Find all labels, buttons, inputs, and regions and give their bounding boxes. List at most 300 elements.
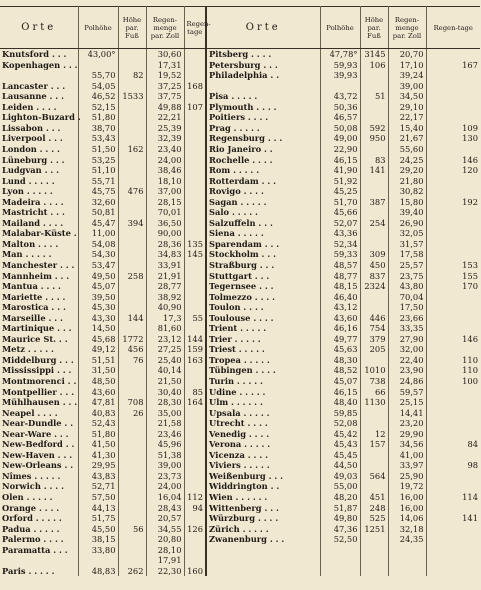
place-name-left: Palermo . . . . [0,534,78,545]
regentage-right [426,323,480,334]
hoehe-left [118,165,146,176]
regenmenge-left: 34,55 [146,524,184,535]
place-name-right [206,545,320,556]
regenmenge-right: 23,75 [388,270,426,281]
table-row [0,334,480,345]
regenmenge-right: 23,66 [388,313,426,324]
polhoehe-left: 57,50 [78,492,118,503]
header-orte-right: Orte [206,7,320,49]
hoehe-left: 258 [118,270,146,281]
table-row [0,344,480,355]
table-row [0,323,480,334]
regenmenge-right: 33,35 [388,323,426,334]
polhoehe-left: 45,30 [78,302,118,313]
hoehe-right: 564 [360,471,388,482]
hoehe-left [118,133,146,144]
table-row [0,207,480,218]
regenmenge-left: 17,91 [146,555,184,566]
regentage-right: 84 [467,439,478,450]
regenmenge-right: 25,15 [388,397,426,408]
regenmenge-right: 25,90 [388,471,426,482]
table-row [0,239,480,250]
place-name-right: Trier . . . . . [206,334,320,345]
place-name-right: Ulm . . . . . . [206,397,320,408]
regentage-left: 107 [184,102,206,113]
hoehe-right: 12 [360,429,388,440]
table-row [0,387,480,398]
place-name-right: Zürich . . . . . [206,524,320,535]
place-name-right: Rotterdam . . . [206,176,320,187]
regentage-right [426,418,480,429]
regentage-left [184,218,206,229]
polhoehe-right: 52,50 [320,534,360,545]
polhoehe-right: 48,57 [320,260,360,271]
table-row [0,408,480,419]
polhoehe-right: 52,08 [320,418,360,429]
regentage-right: 114 [462,492,478,503]
hoehe-right: 592 [360,123,388,134]
regenmenge-right: 34,56 [388,439,426,450]
polhoehe-right: 48,15 [320,281,360,292]
regentage-right [426,228,480,239]
place-name-left: Montmorenci . . [2,376,77,387]
place-name-left: Leiden . . . . [0,102,78,113]
place-name-right: Salo . . . . . [206,207,320,218]
regentage-right [426,397,480,408]
polhoehe-right: 52,07 [320,218,360,229]
regenmenge-right: 16,00 [388,492,426,503]
hoehe-right: 446 [360,313,388,324]
place-name-right: Weißenburg . . . [206,471,320,482]
regentage-right: 155 [462,270,478,281]
regenmenge-right: 39,40 [388,207,426,218]
place-name-left: Lausanne . . . [0,91,78,102]
hoehe-left [118,460,146,471]
place-name-right: Sparendam . . . [206,239,320,250]
place-name-left: Lighton-Buzard . [2,112,81,123]
polhoehe-left: 50,81 [78,207,118,218]
regentage-left [184,408,206,419]
place-name-right: Toulon . . . . [206,302,320,313]
regenmenge-left: 17,31 [146,60,184,71]
table-row [0,397,480,408]
hoehe-left [118,376,146,387]
regentage-left [184,60,206,71]
hoehe-left [118,365,146,376]
polhoehe-right: 59,85 [320,408,360,419]
polhoehe-left: 52,43 [78,418,118,429]
hoehe-right: 205 [360,344,388,355]
hoehe-right [360,545,388,556]
regenmenge-left: 51,38 [146,450,184,461]
table-row [0,302,480,313]
regenmenge-right: 22,17 [388,112,426,123]
hoehe-right: 525 [360,513,388,524]
place-name-right: Vicenza . . . . [206,450,320,461]
polhoehe-right: 47,78° [320,49,360,60]
hoehe-right: 157 [360,439,388,450]
regentage-left [184,439,206,450]
hoehe-left: 26 [118,408,146,419]
header-regenmenge-right: Regen-menge par. Zoll [388,7,426,49]
polhoehe-right: 46,40 [320,292,360,303]
polhoehe-left: 45,07 [78,281,118,292]
regenmenge-left: 32,39 [146,133,184,144]
polhoehe-left: 43,83 [78,471,118,482]
hoehe-left: 162 [118,144,146,155]
regenmenge-left: 20,57 [146,513,184,524]
place-name-right: Stuttgart . . . [206,270,320,281]
regenmenge-right: 29,10 [388,102,426,113]
table-row [0,460,480,471]
regenmenge-right: 41,00 [388,450,426,461]
hoehe-right: 254 [360,218,388,229]
place-name-left: Liverpool . . . [0,133,78,144]
polhoehe-left: 55,70 [78,70,118,81]
regenmenge-left: 34,83 [146,249,184,260]
place-name-right: Utrecht . . . . [206,418,320,429]
regenmenge-left: 45,96 [146,439,184,450]
regenmenge-right: 14,06 [388,513,426,524]
polhoehe-right: 48,20 [320,492,360,503]
hoehe-left [118,239,146,250]
regentage-right: 146 [462,154,478,165]
regenmenge-right: 23,20 [388,418,426,429]
hoehe-left [118,49,146,60]
hoehe-left: 456 [118,344,146,355]
header-hoehe-right: Höhe par. Fuß [360,7,388,49]
regentage-right [426,481,480,492]
regenmenge-right: 15,80 [388,197,426,208]
hoehe-left [118,418,146,429]
regentage-left: 144 [184,334,206,345]
hoehe-right: 1130 [360,397,388,408]
place-name-left: Olen . . . . . [0,492,78,503]
table-row [0,313,480,324]
regentage-left: 94 [184,503,206,514]
regenmenge-left: 40,14 [146,365,184,376]
hoehe-right: 141 [360,165,388,176]
place-name-left: Lüneburg . . . [0,154,78,165]
header-row [0,7,480,49]
hoehe-right: 3145 [360,49,388,60]
regentage-left [184,133,206,144]
regenmenge-left: 33,91 [146,260,184,271]
hoehe-left [118,429,146,440]
place-name-left: Mantua . . . . [0,281,78,292]
hoehe-left [118,123,146,134]
polhoehe-left: 48,50 [78,376,118,387]
hoehe-right: 754 [360,323,388,334]
regentage-right [426,112,480,123]
hoehe-left [118,323,146,334]
regentage-right [426,450,480,461]
polhoehe-right: 49,80 [320,513,360,524]
regentage-right [426,239,480,250]
polhoehe-right: 46,16 [320,323,360,334]
regentage-left [184,207,206,218]
table-row [0,197,480,208]
polhoehe-right: 49,03 [320,471,360,482]
hoehe-left: 1533 [118,91,146,102]
regenmenge-left: 30,40 [146,387,184,398]
regentage-left: 85 [184,387,206,398]
regenmenge-left: 23,40 [146,144,184,155]
hoehe-right [360,292,388,303]
table-row [0,144,480,155]
regentage-right [426,102,480,113]
regenmenge-right: 43,80 [388,281,426,292]
hoehe-right [360,355,388,366]
regenmenge-left: 30,60 [146,49,184,60]
hoehe-left [118,60,146,71]
place-name-left: New-Bedford . . [0,439,78,450]
header-polhoehe-right: Polhöhe [320,7,360,49]
place-name-left: Maurice St. . . [0,334,78,345]
regentage-right [426,555,480,566]
regentage-right: 130 [462,133,478,144]
regenmenge-right: 30,82 [388,186,426,197]
table-row [0,260,480,271]
place-name-left: Middelburg . . . [0,355,78,366]
regentage-right [426,566,480,577]
hoehe-right: 106 [360,60,388,71]
regentage-right: 170 [462,281,478,292]
regenmenge-right: 29,20 [388,165,426,176]
polhoehe-left: 31,50 [78,365,118,376]
regenmenge-left: 28,43 [146,503,184,514]
regentage-right [426,207,480,218]
place-name-left: Paris . . . . . [0,566,78,577]
regentage-right: 120 [462,165,478,176]
polhoehe-left: 48,83 [78,566,118,577]
place-name-right: Rovigo . . . . [206,186,320,197]
hoehe-left [118,302,146,313]
regentage-right: 146 [462,333,478,344]
polhoehe-right: 45,66 [320,207,360,218]
regentage-right: 109 [462,122,478,133]
regentage-right [426,387,480,398]
regentage-left [184,555,206,566]
place-name-right: Tegernsee . . . [206,281,320,292]
hoehe-left [118,439,146,450]
polhoehe-left [78,60,118,71]
hoehe-left [118,260,146,271]
regenmenge-right: 26,90 [388,218,426,229]
regentage-right [426,249,480,260]
polhoehe-right: 46,15 [320,154,360,165]
regentage-right [426,91,480,102]
regentage-right [426,144,480,155]
polhoehe-right: 48,40 [320,397,360,408]
regenmenge-left: 21,58 [146,418,184,429]
regenmenge-right: 15,40 [388,123,426,134]
table-row [0,70,480,81]
place-name-left: Mailand . . . . [0,218,78,229]
polhoehe-left: 45,47 [78,218,118,229]
polhoehe-left: 49,12 [78,344,118,355]
regentage-right [426,81,480,92]
place-name-right: Sagan . . . . . [206,197,320,208]
regenmenge-left: 20,80 [146,534,184,545]
hoehe-left: 82 [118,70,146,81]
regenmenge-left: 25,40 [146,355,184,366]
polhoehe-left: 53,47 [78,260,118,271]
polhoehe-left: 53,43 [78,133,118,144]
place-name-right: Trient . . . . . [206,323,320,334]
regentage-right [426,471,480,482]
table-row [0,112,480,123]
place-name-left: Madeira . . . . [0,197,78,208]
table-row [0,418,480,429]
polhoehe-left: 46,52 [78,91,118,102]
place-name-right [206,555,320,566]
hoehe-right: 83 [360,154,388,165]
header-orte-left: Orte [0,7,78,49]
table-row [0,218,480,229]
place-name-left: Kopenhagen . . . [2,59,78,70]
regentage-left [184,418,206,429]
regentage-left [184,513,206,524]
place-name-right: Udine . . . . . [206,387,320,398]
hoehe-left: 708 [118,397,146,408]
regenmenge-left: 23,73 [146,471,184,482]
regentage-left [184,165,206,176]
regentage-left: 163 [184,355,206,366]
regenmenge-right: 70,04 [388,292,426,303]
regenmenge-left: 22,21 [146,112,184,123]
regenmenge-right: 32,18 [388,524,426,535]
table-row [0,524,480,535]
hoehe-left [118,154,146,165]
polhoehe-right: 48,30 [320,355,360,366]
polhoehe-left: 54,05 [78,81,118,92]
hoehe-right: 387 [360,197,388,208]
place-name-right: Toulouse . . . . [206,313,320,324]
place-name-right: Wien . . . . . . [206,492,320,503]
table-row [0,450,480,461]
regenmenge-right: 16,00 [388,503,426,514]
polhoehe-right: 46,57 [320,112,360,123]
place-name-right: Tübingen . . . . [206,365,320,376]
place-name-left: Neapel . . . . [0,408,78,419]
polhoehe-left: 33,80 [78,545,118,556]
regenmenge-left: 81,60 [146,323,184,334]
regentage-right [426,313,480,324]
regentage-right: 167 [462,59,478,70]
polhoehe-right: 59,93 [320,60,360,71]
place-name-right: Philadelphia . . [206,70,320,81]
regentage-left [184,323,206,334]
polhoehe-left: 52,15 [78,102,118,113]
regenmenge-right: 20,70 [388,49,426,60]
polhoehe-right: 48,52 [320,365,360,376]
regenmenge-right: 32,00 [388,344,426,355]
regenmenge-left: 27,25 [146,344,184,355]
regenmenge-left: 23,12 [146,334,184,345]
regentage-right [426,49,480,60]
polhoehe-right: 49,77 [320,334,360,345]
regentage-left [184,176,206,187]
place-name-right: Zwanenburg . . . [206,534,320,545]
polhoehe-left: 40,83 [78,408,118,419]
table-row [0,249,480,260]
hoehe-left [118,513,146,524]
polhoehe-left: 38,70 [78,123,118,134]
polhoehe-right: 49,00 [320,133,360,144]
place-name-left: Lissabon . . . [0,123,78,134]
regenmenge-left: 23,46 [146,429,184,440]
hoehe-right [360,112,388,123]
regenmenge-right: 23,90 [388,365,426,376]
regentage-left [184,292,206,303]
table-row [0,534,480,545]
polhoehe-right: 45,45 [320,450,360,461]
table-row [0,186,480,197]
polhoehe-right [320,555,360,566]
place-name-left: Padua . . . . . [0,524,78,535]
regentage-right [426,218,480,229]
place-name-right: Würzburg . . . . [206,513,320,524]
hoehe-right [360,144,388,155]
table-row [0,123,480,134]
hoehe-right [360,228,388,239]
regenmenge-left: 17,3 [146,313,184,324]
hoehe-left [118,492,146,503]
place-name-right: Pitsberg . . . . [206,49,320,60]
polhoehe-left: 51,75 [78,513,118,524]
hoehe-left: 144 [118,313,146,324]
place-name-left: New-Orleans . . [0,460,78,471]
regentage-left: 145 [184,249,206,260]
regenmenge-right: 27,90 [388,334,426,345]
polhoehe-left: 45,68 [78,334,118,345]
regentage-right: 110 [462,365,478,376]
table-row [0,513,480,524]
hoehe-left: 394 [118,218,146,229]
polhoehe-right: 44,50 [320,460,360,471]
table-row [0,292,480,303]
polhoehe-right: 55,00 [320,481,360,492]
hoehe-right [360,70,388,81]
regentage-right: 192 [462,196,478,207]
hoehe-left [118,102,146,113]
regentage-left: 135 [184,239,206,250]
regenmenge-right: 33,97 [388,460,426,471]
regentage-left: 55 [184,313,206,324]
regentage-right [426,503,480,514]
polhoehe-left: 49,50 [78,270,118,281]
hoehe-right: 1251 [360,524,388,535]
place-name-left: Malabar-Küste . [2,228,77,239]
hoehe-right: 451 [360,492,388,503]
place-name-left: Near-Ware . . . [0,429,78,440]
regentage-left [184,228,206,239]
regenmenge-left: 35,00 [146,408,184,419]
place-name-left: New-Haven . . . [0,450,78,461]
table-row [0,91,480,102]
place-name-right: Rochelle . . . . [206,154,320,165]
polhoehe-left: 32,60 [78,197,118,208]
header-regentage-right: Regen-tage [426,7,480,49]
place-name-left: Marseille . . . [0,313,78,324]
place-name-left: Nîmes . . . . . [0,471,78,482]
regentage-left: 160 [184,566,206,577]
polhoehe-left: 39,50 [78,292,118,303]
regenmenge-right: 59,57 [388,387,426,398]
place-name-right: Poitiers . . . . [206,112,320,123]
table-row [0,376,480,387]
